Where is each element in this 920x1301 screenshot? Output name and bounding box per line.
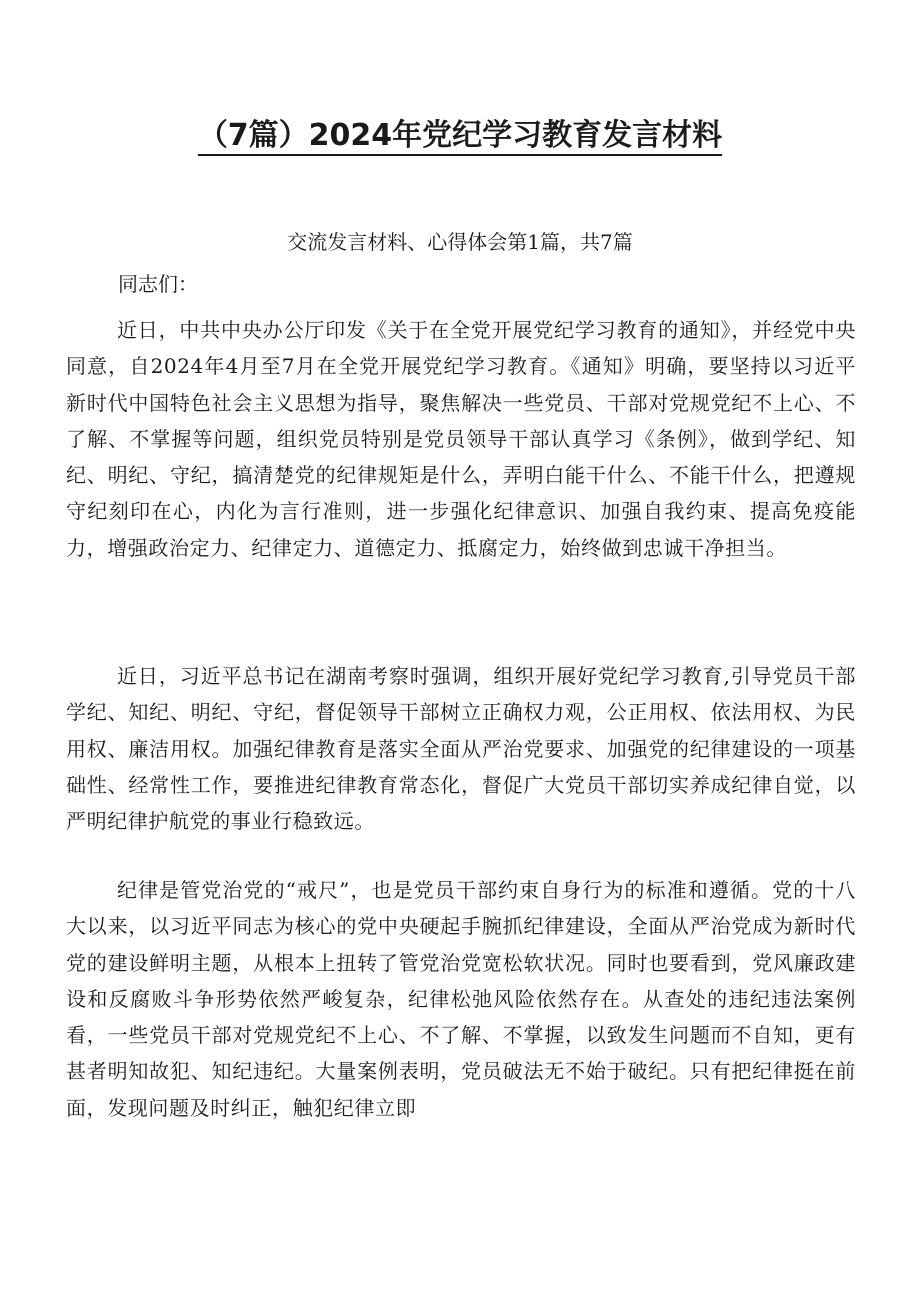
paragraph: 近日，习近平总书记在湖南考察时强调，组织开展好党纪学习教育,引导党员干部学纪、知纪、明纪、守纪，督促领导干部树立正确权力观，公正用权、依法用权、为民用权、廉洁用权。加强纪律教育是落实全面从严治党要求、加强党的纪律建设的一项基础性、经常性工作，要推进纪律教育常态化，督促广大党员干部切实养成纪律自觉，以严明纪律护航党的事业行稳致远。 bbox=[66, 664, 856, 834]
salutation: 同志们： bbox=[118, 272, 198, 296]
document-title bbox=[0, 112, 920, 160]
paragraph: 纪律是管党治党的“戒尺”，也是党员干部约束自身行为的标准和遵循。党的十八大以来，以习近平同志为核心的党中央硬起手腕抓纪律建设，全面从严治党成为新时代党的建设鲜明主题，从根本上扭转了管党治党宽松软状况。同时也要看到，党风廉政建设和反腐败斗争形势依然严峻复杂，纪律松弛风险依然存在。从查处的违纪违法案例看，一些党员干部对党规党纪不上心、不了解、不掌握，以致发生问题而不自知，更有甚者明知故犯、知纪违纪。大量案例表明，党员破法无不始于破纪。只有把纪律挺在前面，发现问题及时纠正，触犯纪律立即 bbox=[66, 878, 856, 1120]
document-subtitle: 交流发言材料、心得体会第1篇，共7篇 bbox=[287, 230, 633, 254]
paragraph: 近日，中共中央办公厅印发《关于在全党开展党纪学习教育的通知》，并经党中央同意，自2024年4月至7月在全党开展党纪学习教育。《通知》明确，要坚持以习近平新时代中国特色社会主义思想为指导，聚焦解决一些党员、干部对党规党纪不上心、不了解、不掌握等问题，组织党员特别是党员领导干部认真学习《条例》，做到学纪、知纪、明纪、守纪，搞清楚党的纪律规矩是什么，弄明白能干什么、不能干什么，把遵规守纪刻印在心，内化为言行准则，进一步强化纪律意识、加强自我约束、提高免疫能力，增强政治定力、纪律定力、道德定力、抵腐定力，始终做到忠诚干净担当。 bbox=[66, 318, 856, 560]
document-title-text: （7篇）2024年党纪学习教育发言材料 bbox=[198, 118, 722, 156]
